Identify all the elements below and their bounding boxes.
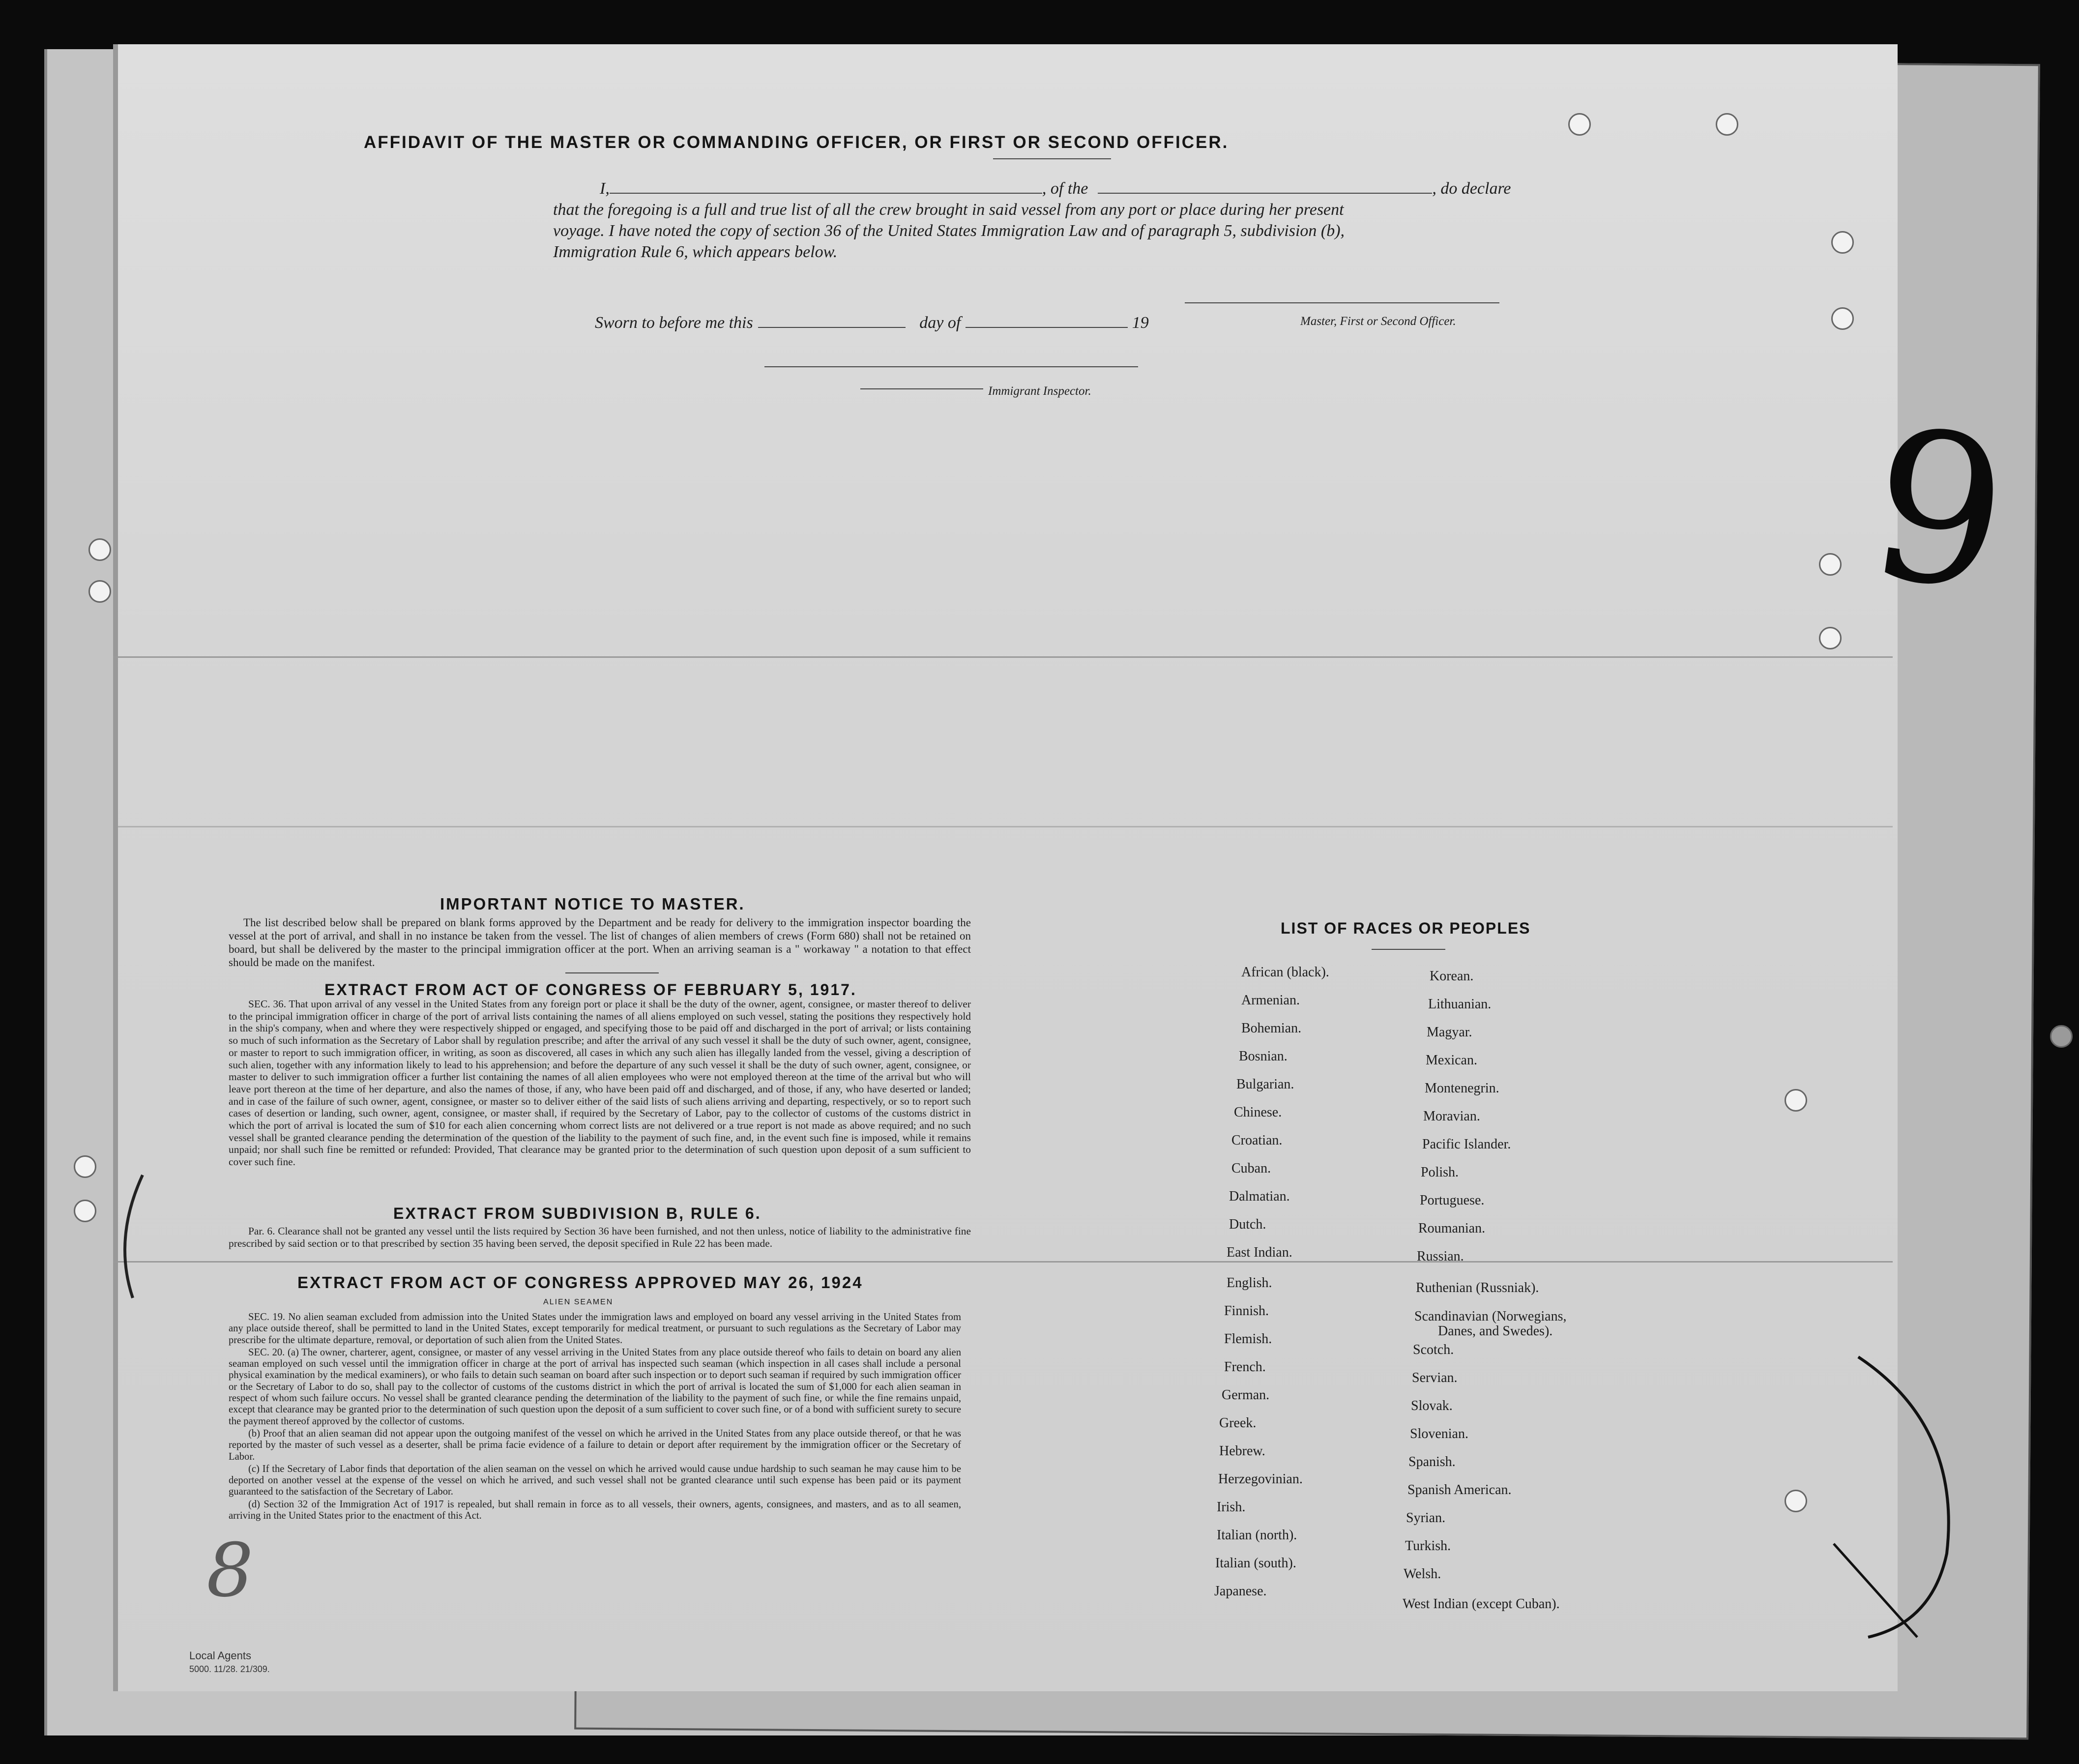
affidavit-line3: voyage. I have noted the copy of section 36 of the United States Immigration Law and of paragraph 5, subdivision (b), <box>553 222 1345 240</box>
extract-1917-title: EXTRACT FROM ACT OF CONGRESS OF FEBRUARY 5, 1917. <box>324 981 857 999</box>
extract-1924-title: EXTRACT FROM ACT OF CONGRESS APPROVED MAY 26, 1924 <box>297 1273 863 1292</box>
race-item: Pacific Islander. <box>1422 1137 1511 1152</box>
race-item: Scotch. <box>1413 1342 1454 1357</box>
race-item: West Indian (except Cuban). <box>1403 1596 1560 1612</box>
race-item: Lithuanian. <box>1428 997 1492 1012</box>
affidavit-title: AFFIDAVIT OF THE MASTER OR COMMANDING OFFICER, OR FIRST OR SECOND OFFICER. <box>364 133 1229 152</box>
sec-20a-paragraph: SEC. 20. (a) The owner, charterer, agent, consignee, or master of any vessel arriving in the United States from any place outside thereof who fails to detain on board any alien seaman employed on such vessel until the immigration officer in charge at the port of arrival has inspected such seaman (which inspection in all cases shall include a personal physical examination by the medical examiners), or who fails to detain such seaman on board after such inspection or to deport such seaman if required by such immigration officer or the Secretary of Labor to do so, shall pay to the collector of customs of the customs district in which the port of arrival is located the sum of $1,000 for each alien seaman in respect of whom such failure occurs. No vessel shall be granted clearance pending the determination of the liability to the payment of such fine, or while the fine remains unpaid, except that clearance may be granted prior to the determination of such question upon the deposit of a sum sufficient to cover such fine, or of a bond with sufficient surety to secure the payment thereof approved by the collector of customs. <box>229 1347 961 1427</box>
race-item: Portuguese. <box>1420 1193 1485 1208</box>
affidavit-line4: Immigration Rule 6, which appears below. <box>553 243 838 261</box>
master-signature-label: Master, First or Second Officer. <box>1300 315 1456 328</box>
race-item: Roumanian. <box>1418 1221 1486 1236</box>
race-item: Greek. <box>1219 1415 1257 1431</box>
race-item: Bosnian. <box>1239 1049 1288 1064</box>
race-item: Russian. <box>1417 1249 1464 1264</box>
race-item: Welsh. <box>1404 1566 1441 1582</box>
i-label: I, <box>600 179 610 198</box>
race-item: French. <box>1224 1359 1266 1375</box>
race-item: German. <box>1222 1387 1270 1403</box>
race-item: Servian. <box>1412 1370 1458 1385</box>
race-item: Ruthenian (Russniak). <box>1416 1280 1539 1295</box>
pen-arc <box>1858 1357 1949 1637</box>
handwritten-mark: 8 <box>206 1528 254 1614</box>
race-item: Dalmatian. <box>1229 1189 1290 1204</box>
footer-agents: Local Agents <box>189 1649 251 1662</box>
pen-arc <box>125 1175 143 1298</box>
handwritten-page-number: 9 <box>1857 382 2021 640</box>
pen-stroke <box>1834 1544 1917 1637</box>
race-item: Italian (south). <box>1215 1556 1296 1571</box>
year-label: 19 <box>1132 314 1149 332</box>
sworn-label: Sworn to before me this <box>595 314 753 332</box>
race-item: Japanese. <box>1214 1584 1267 1599</box>
race-item: Bulgarian. <box>1236 1077 1294 1092</box>
sec-20d-paragraph: (d) Section 32 of the Immigration Act of 1917 is repealed, but shall remain in force as to all vessels, their owners, agents, consignees, and masters, and as to all seamen, arriving in the United States prior to the enactment of this Act. <box>229 1499 961 1522</box>
race-item: Slovak. <box>1411 1398 1453 1413</box>
race-item: African (black). <box>1241 965 1329 980</box>
sec-20b-paragraph: (b) Proof that an alien seaman did not appear upon the outgoing manifest of the vessel on which he arrived in the United States from any place outside thereof, or that he was reported by the master of such vessel as a deserter, shall be prima facie evidence of a failure to detain or deport after requirement by the immigration officer or the Secretary of Labor. <box>229 1428 961 1462</box>
race-item: Flemish. <box>1224 1331 1272 1347</box>
notice-paragraph: The list described below shall be prepared on blank forms approved by the Department and be ready for delivery to the immigration inspector boarding the vessel at the port of arrival, and shall in no instance be taken from the vessel. The list of changes of alien members of crews (Form 680) shall not be retained on board, but shall be delivered by the master to the principal immigration officer at the port. When an arriving seaman is a " workaway " a notation to that effect should be made on the manifest. <box>229 916 971 969</box>
rule-6-title: EXTRACT FROM SUBDIVISION B, RULE 6. <box>393 1205 761 1222</box>
race-item: Irish. <box>1217 1499 1246 1515</box>
race-item: Moravian. <box>1423 1109 1480 1124</box>
race-item: Italian (north). <box>1217 1528 1297 1543</box>
sec-20c-paragraph: (c) If the Secretary of Labor finds that deportation of the alien seaman on the vessel on which he arrived would cause undue hardship to such seaman he may cause him to be deported on another vessel at the expense of the vessel on which he arrived, and such vessel shall not be granted clearance until such expense has been paid or its payment guaranteed to the satisfaction of the Secretary of Labor. <box>229 1463 961 1498</box>
race-item: Polish. <box>1421 1165 1459 1180</box>
race-item: Croatian. <box>1231 1133 1283 1148</box>
race-item: Cuban. <box>1231 1161 1271 1176</box>
race-item: Danes, and Swedes). <box>1438 1323 1553 1339</box>
race-item: Bohemian. <box>1241 1021 1302 1036</box>
par-6-paragraph: Par. 6. Clearance shall not be granted any vessel until the lists required by Section 36 have been furnished, and not then unless, notice of liability to the administrative fine prescribed by said section or to that prescribed by section 35 having been served, the deposit specified in Rule 22 has been made. <box>229 1225 971 1249</box>
footer-print-code: 5000. 11/28. 21/309. <box>189 1664 270 1674</box>
of-the-label: , of the <box>1042 179 1088 198</box>
races-title: LIST OF RACES OR PEOPLES <box>1281 919 1531 937</box>
alien-seamen-subtitle: ALIEN SEAMEN <box>543 1298 614 1306</box>
race-item: Herzegovinian. <box>1218 1471 1303 1487</box>
race-item: Finnish. <box>1224 1303 1269 1319</box>
race-item: Syrian. <box>1406 1510 1446 1526</box>
notice-title: IMPORTANT NOTICE TO MASTER. <box>440 895 745 913</box>
inspector-signature-label: Immigrant Inspector. <box>988 384 1091 398</box>
race-item: Hebrew. <box>1219 1443 1265 1459</box>
section-36-paragraph: SEC. 36. That upon arrival of any vessel in the United States from any foreign port or place it shall be the duty of the owner, agent, consignee, or master thereof to deliver to the principal immigration officer in charge of the port of arrival lists containing the names of all aliens employed on such vessel, stating the positions they respectively hold in the ship's company, when and where they were respectively shipped or engaged, and specifying those to be paid off and discharged in the port of arrival; or lists containing so much of such information as the Secretary of Labor shall by regulation prescribe; and after the arrival of any such vessel it shall be the duty of such owner, agent, consignee, or master to report to such immigration officer, in writing, as soon as discovered, all cases in which any such alien has illegally landed from the vessel, giving a description of such alien, together with any information likely to lead to his apprehension; and before the departure of any such vessel it shall be the duty of such owner, agent, consignee, or master to deliver to such immigration officer a further list containing the names of all alien employees who were not employed thereon at the time of the arrival but who will leave port thereon at the time of her departure, and also the names of those, if any, who have been paid off and discharged, and of those, if any, who have deserted or landed; and in case of the failure of such owner, agent, consignee, or master so to deliver either of the said lists of such aliens arriving and departing, respectively, or so to report such cases of desertion or landing, such owner, agent, consignee, or master shall, if required by the Secretary of Labor, pay to the collector of customs of the customs district in which the port of arrival is located the sum of $10 for each alien concerning whom correct lists are not delivered or a true report is not made as above required; and no such vessel shall be granted clearance pending the determination of the question of the liability to the payment of such fine, and, in the event such fine is imposed, while it remains unpaid; nor shall such fine be remitted or refunded: Provided, That clearance may be granted prior to the determination of such question upon deposit of a sum sufficient to cover such fine. <box>229 998 971 1168</box>
do-declare-label: , do declare <box>1432 179 1511 198</box>
race-item: Korean. <box>1430 969 1474 984</box>
race-item: Spanish American. <box>1407 1482 1512 1498</box>
race-item: Chinese. <box>1234 1105 1282 1120</box>
race-item: Armenian. <box>1241 993 1300 1008</box>
day-of-label: day of <box>919 314 961 332</box>
race-item: Turkish. <box>1405 1538 1451 1554</box>
affidavit-line2: that the foregoing is a full and true list of all the crew brought in said vessel from any port or place during her present <box>553 201 1344 219</box>
race-item: Scandinavian (Norwegians, <box>1414 1309 1567 1324</box>
race-item: English. <box>1227 1275 1272 1291</box>
race-item: Montenegrin. <box>1425 1081 1499 1096</box>
race-item: Slovenian. <box>1410 1426 1468 1441</box>
race-item: Spanish. <box>1408 1454 1456 1470</box>
race-item: East Indian. <box>1227 1245 1292 1260</box>
race-item: Dutch. <box>1229 1217 1266 1232</box>
race-item: Mexican. <box>1426 1053 1477 1068</box>
sec-19-paragraph: SEC. 19. No alien seaman excluded from admission into the United States under the immigration laws and employed on board any vessel arriving in the United States from any place outside thereof, shall be permitted to land in the United States, except temporarily for medical treatment, or pursuant to such regulations as the Secretary of Labor may prescribe for the ultimate departure, removal, or deportation of such alien from the United States. <box>229 1312 961 1346</box>
race-item: Magyar. <box>1427 1025 1472 1040</box>
